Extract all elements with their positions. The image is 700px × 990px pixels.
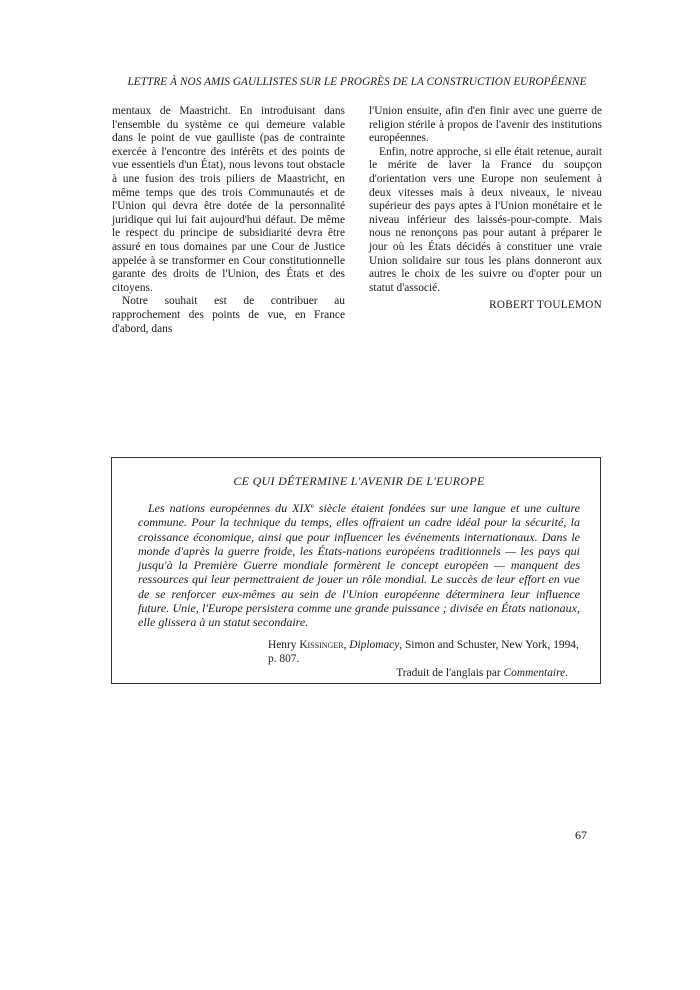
- translation-prefix: Traduit de l'anglais par: [396, 666, 504, 679]
- left-column: [112, 105, 345, 336]
- citation-separator: ,: [343, 638, 350, 651]
- century-superscript: e: [310, 502, 314, 510]
- quotation-text-rest: siècle étaient fondées sur une langue et une culture commune. Pour la technique du temps, elles offraient un cadre idéal pour la sécurité, la croissance économique, ainsi que pour influencer les événements internationaux. Dans le monde d'après la guerre froide, les États-nations européens traditionnels — les pays qui jusqu'à la Première Guerre mondiale formèrent le concept européen — manquent des ressources qui leur permettraient de jouer un rôle mondial. Le succès de leur effort en vue de se renforcer eux-mêmes au sein de l'Union européenne déterminera leur influence future. Unie, l'Europe persistera comme une grande puissance ; divisée en États nationaux, elle glissera à un statut secondaire.: [138, 501, 581, 630]
- page-number: 67: [575, 828, 587, 842]
- quote-box-title: CE QUI DÉTERMINE L'AVENIR DE L'EUROPE: [233, 474, 485, 488]
- citation: [138, 638, 580, 666]
- paragraph: Notre souhait est de contribuer au rapprochement des points de vue, en France d'abord, dans: [112, 295, 345, 335]
- paragraph: Enfin, notre approche, si elle était retenue, aurait le mérite de laver la France du soupçon d'orientation vers une Europe non seulement à deux vitesses mais à deux niveaux, le niveau supérieur des pays aptes à l'Union monétaire et le niveau inférieur des laissés-pour-compte. Mais nous ne renonçons pas pour autant à préparer le jour où les États décidés à constituer une vraie Union solidaire sur tous les plans donneront aux autres le choix de les suivre ou d'opter pour un statut d'associé.: [369, 145, 602, 294]
- author-signature: ROBERT TOULEMON: [489, 299, 602, 312]
- translation-suffix: .: [565, 666, 568, 679]
- quote-box: [111, 457, 601, 684]
- quotation-text-start: Les nations européennes du XIX: [148, 501, 311, 515]
- translation-source: Commentaire: [503, 666, 566, 679]
- running-header: LETTRE À NOS AMIS GAULLISTES SUR LE PROGRÈS DE LA CONSTRUCTION EUROPÉENNE: [127, 76, 587, 88]
- translation-note: [138, 666, 580, 680]
- right-column: [369, 105, 602, 336]
- article-body: [112, 105, 602, 336]
- citation-publisher: , Simon and Schuster, New York, 1994, p. 807.: [268, 638, 579, 665]
- paragraph: l'Union ensuite, afin d'en finir avec une guerre de religion stérile à propos de l'avenir des institutions européennes.: [369, 105, 602, 145]
- citation-author-first: Henry: [268, 638, 300, 651]
- quotation: [138, 499, 580, 630]
- citation-author-last: Kissinger: [299, 638, 344, 651]
- citation-book-title: Diplomacy: [349, 638, 400, 651]
- paragraph: mentaux de Maastricht. En introduisant dans l'ensemble du système ce qui demeure valable dans le point de vue gaulliste (pas de contrainte exercée à l'encontre des intérêts et des points de vue essentiels d'un État), nous levons tout obstacle à une fusion des trois piliers de Maastricht, en même temps que des trois Communautés et de l'Union qui devra être dotée de la personnalité juridique qui lui fait aujourd'hui défaut. De même le respect du principe de subsidiarité devra être assuré en tous domaines par une Cour de Justice appelée à se transformer en Cour constitutionnelle garante des droits de l'Union, des États et des citoyens.: [112, 105, 345, 294]
